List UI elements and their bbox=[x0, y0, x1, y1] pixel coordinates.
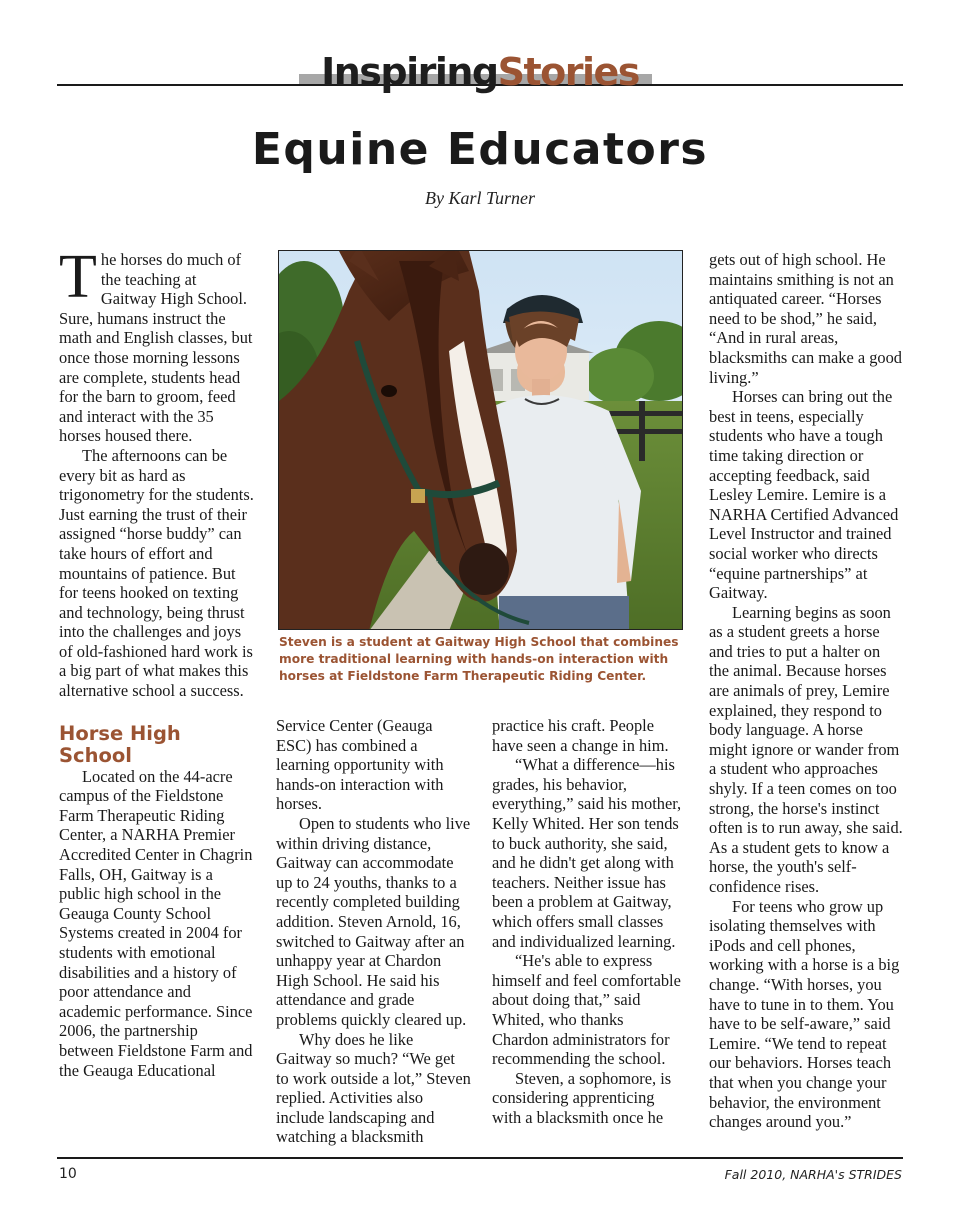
photo-horse-and-student bbox=[279, 251, 683, 630]
byline: By Karl Turner bbox=[424, 188, 535, 208]
paragraph: For teens who grow up isolating themselves with iPods and cell phones, working with a horse is a big change. “With horses, you have to tune in to them. You have to be self-aware,” said Lemire. “We tend to repeat our behaviors. Horses teach that when you change your behavior, the environment changes around you.” bbox=[709, 896, 900, 1132]
column-2 bbox=[276, 716, 471, 1147]
paragraph: practice his craft. People have seen a change in him. bbox=[492, 716, 669, 755]
footer-rule bbox=[57, 1157, 903, 1159]
section-header-part-a: Inspiring bbox=[321, 50, 498, 94]
paragraph: Steven, a sophomore, is considering apprenticing with a blacksmith once he bbox=[492, 1068, 672, 1127]
paragraph: Why does he like Gaitway so much? “We get to work outside a lot,” Steven replied. Activities also include landscaping and watching a blacksmith bbox=[276, 1029, 471, 1147]
paragraph: Horses can bring out the best in teens, especially students who have a tough time taking direction or accepting feedback, said Lesley Lemire. Lemire is a NARHA Certified Advanced Level Instructor and trained social worker who directs “equine partnerships” at Gaitway. bbox=[709, 387, 899, 603]
subheading: Horse High School bbox=[59, 721, 181, 767]
article-photo bbox=[278, 250, 683, 630]
column-3 bbox=[492, 716, 684, 1127]
column-4 bbox=[709, 250, 903, 1132]
paragraph: The afternoons can be every bit as hard as trigonometry for the students. Just earning the trust of their assigned “horse buddy” can take hours of effort and mountains of patience. But for teens hooked on texting and technology, being thrust into the challenges and joys of old-fashioned hard work is a big part of what makes this alternative school a success. bbox=[59, 445, 254, 701]
paragraph-text: he horses do much of the teaching at Gaitway High School. Sure, humans instruct the math and English classes, but once those morning lessons are complete, students head for the barn to groom, feed and interact with the 35 horses housed there. bbox=[59, 250, 253, 446]
section-header-part-b: Stories bbox=[497, 50, 639, 94]
section-header bbox=[0, 50, 960, 94]
paragraph: Located on the 44-acre campus of the Fieldstone Farm Therapeutic Riding Center, a NARHA Premier Accredited Center in Chagrin Falls, OH, Gaitway is a public high school in the Geauga County School Systems created in 2004 for students with emotional disabilities and a history of poor attendance and academic performance. Since 2006, the partnership between Fieldstone Farm and the Geauga Educational bbox=[59, 766, 253, 1080]
article-title: Equine Educators bbox=[251, 124, 709, 175]
paragraph bbox=[59, 243, 256, 446]
photo-caption: Steven is a student at Gaitway High School that combines more traditional learning with hands-on interaction with horses at Fieldstone Farm Therapeutic Riding Center. bbox=[279, 635, 679, 683]
paragraph: “What a difference—his grades, his behavior, everything,” said his mother, Kelly Whited. Her son tends to buck authority, she said, and he didn't get along with teachers. Neither issue has been a problem at Gaitway, which offers small classes and individualized learning. bbox=[492, 755, 682, 951]
paragraph: gets out of high school. He maintains smithing is not an antiquated career. “Horses need to be shod,” he said, “And in rural areas, blacksmiths can make a good living.” bbox=[709, 250, 902, 387]
paragraph: “He's able to express himself and feel comfortable about doing that,” said Whited, who thanks Chardon administrators for recommending the school. bbox=[492, 951, 681, 1069]
paragraph: Learning begins as soon as a student greets a horse and tries to put a halter on the animal. Because horses are animals of prey, Lemire explained, they respond to body language. A horse might ignore or wander from a student who approaches shyly. If a teen comes on too strong, the horse's instinct often is to run away, she said. As a student gets to know a horse, the youth's self-confidence rises. bbox=[709, 602, 903, 896]
publication-info: Fall 2010, NARHA's STRIDES bbox=[724, 1167, 902, 1182]
drop-cap: T bbox=[59, 243, 97, 311]
page-number: 10 bbox=[59, 1166, 77, 1182]
column-1 bbox=[59, 243, 256, 1080]
paragraph: Service Center (Geauga ESC) has combined a learning opportunity with hands-on interaction with horses. bbox=[276, 716, 444, 814]
paragraph: Open to students who live within driving distance, Gaitway can accommodate up to 24 youths, thanks to a recently completed building addition. Steven Arnold, 16, switched to Gaitway after an unhappy year at Chardon High School. He said his attendance and grade problems quickly cleared up. bbox=[276, 813, 471, 1029]
